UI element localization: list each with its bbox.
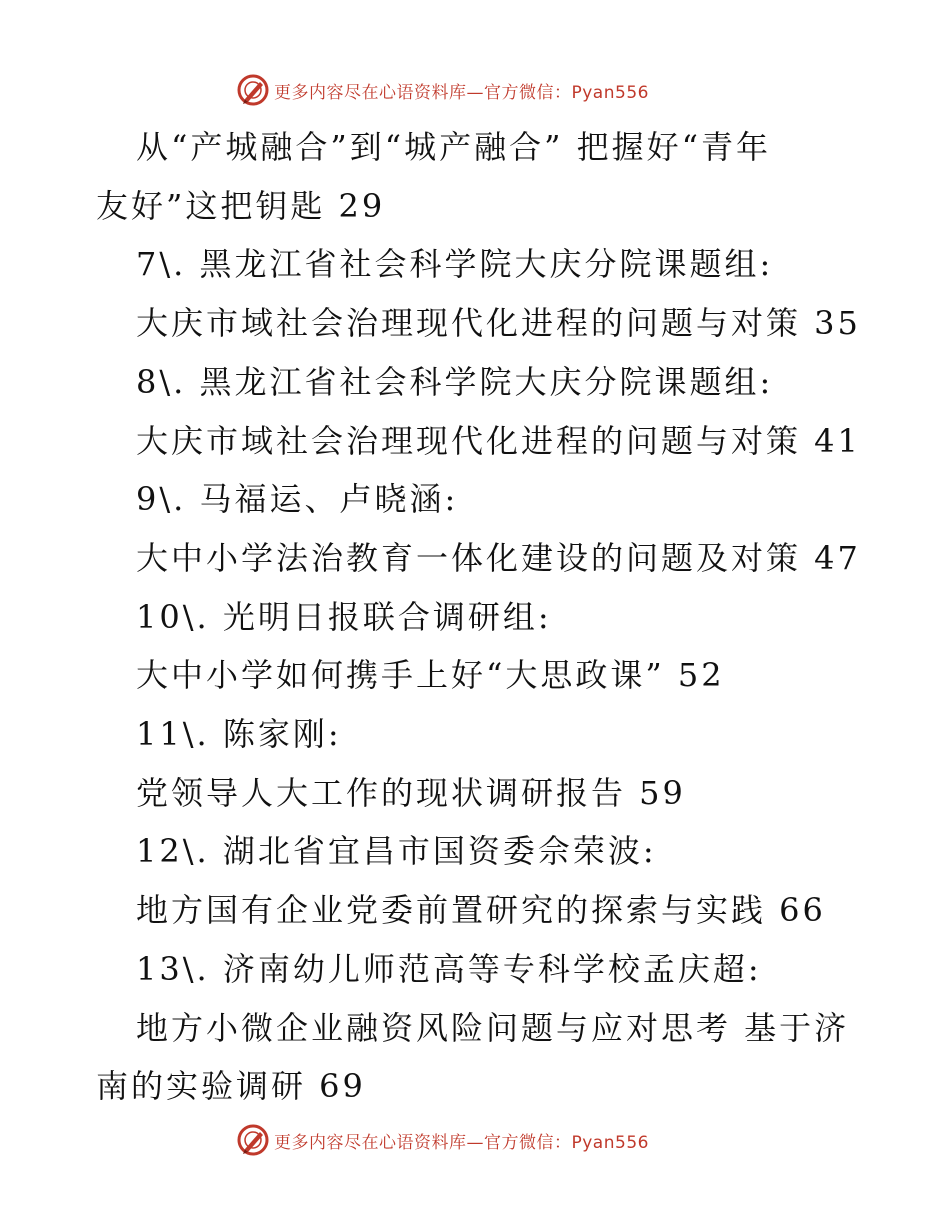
toc-line: 大庆市域社会治理现代化进程的问题与对策 41 [136,421,861,460]
toc-line: 从“产城融合”到“城产融合” 把握好“青年 [136,128,771,166]
footer-watermark [236,1122,649,1158]
watermark-text: 更多内容尽在心语资料库—官方微信： [274,82,572,103]
toc-line: 大中小学如何携手上好“大思政课” 52 [136,656,725,695]
watermark-wechat-id: Pyan556 [571,1132,649,1153]
pen-logo-icon [236,1123,270,1157]
toc-line: 党领导人大工作的现状调研报告 59 [136,773,686,812]
header-watermark [236,72,649,108]
watermark-wechat-id: Pyan556 [571,82,649,103]
toc-line: 南的实验调研 69 [96,1067,366,1106]
watermark-text: 更多内容尽在心语资料库—官方微信： [274,1132,572,1153]
toc-line: 13\. 济南幼儿师范高等专科学校孟庆超: [136,949,762,988]
toc-line: 地方小微企业融资风险问题与应对思考 基于济 [136,1008,850,1047]
toc-line: 8\. 黑龙江省社会科学院大庆分院课题组: [136,362,774,401]
toc-line: 大庆市域社会治理现代化进程的问题与对策 35 [136,304,861,343]
toc-line: 12\. 湖北省宜昌市国资委佘荣波: [136,832,657,871]
toc-line: 友好”这把钥匙 29 [96,186,386,225]
toc-body [96,118,861,1116]
toc-line: 7\. 黑龙江省社会科学院大庆分院课题组: [136,245,774,284]
pen-logo-icon [236,73,270,107]
toc-line: 大中小学法治教育一体化建设的问题及对策 47 [136,538,861,577]
toc-line: 11\. 陈家刚: [136,715,342,754]
toc-line: 10\. 光明日报联合调研组: [136,597,552,636]
toc-line: 地方国有企业党委前置研究的探索与实践 66 [136,891,826,930]
toc-line: 9\. 马福运、卢晓涵: [136,480,459,519]
